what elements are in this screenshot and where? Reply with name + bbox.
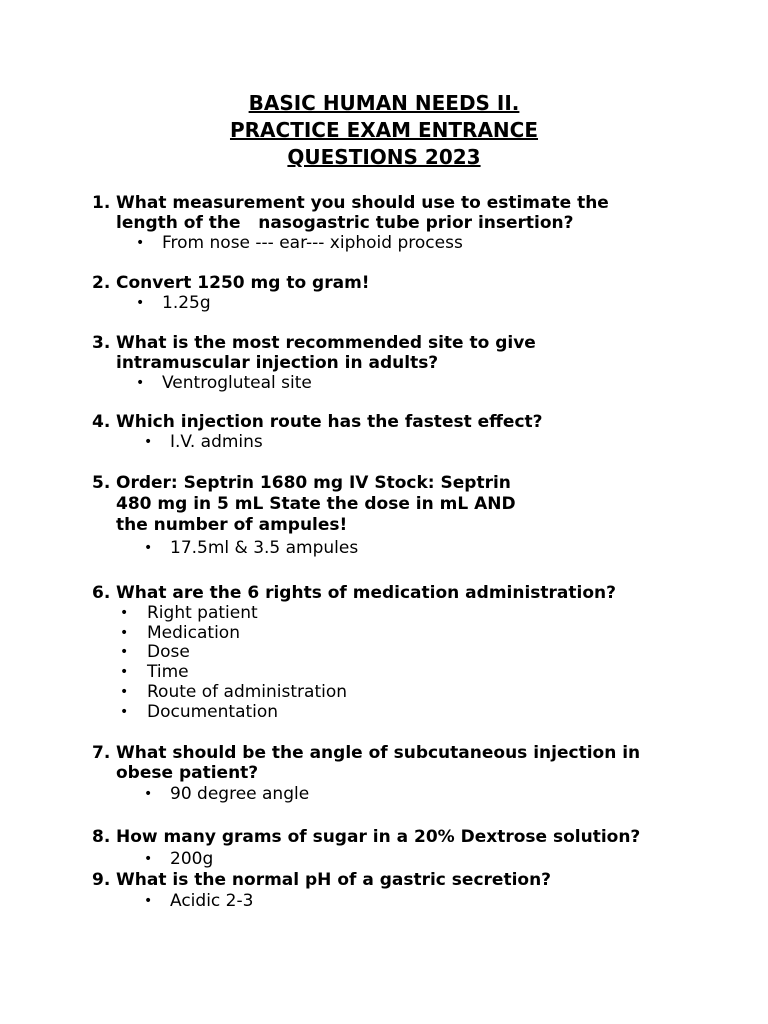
answer-item: 90 degree angle	[170, 784, 310, 804]
question-9	[92, 870, 692, 914]
bullet-icon: •	[144, 851, 153, 867]
question-number: 3.	[92, 333, 111, 353]
question-text-line: What are the 6 rights of medication administration?	[116, 583, 616, 603]
answer-item: From nose --- ear--- xiphoid process	[162, 233, 463, 253]
question-text-line: Convert 1250 mg to gram!	[116, 273, 370, 293]
question-8	[92, 827, 692, 871]
document-title	[0, 90, 768, 171]
answer-item: Acidic 2-3	[170, 891, 254, 911]
answer-item: 17.5ml & 3.5 ampules	[170, 538, 359, 558]
question-text-line: How many grams of sugar in a 20% Dextrose solution?	[116, 827, 641, 847]
question-3	[92, 333, 692, 397]
bullet-icon: •	[144, 540, 153, 556]
answer-item: Time	[147, 662, 189, 682]
question-text-line: What should be the angle of subcutaneous injection in	[116, 743, 641, 763]
bullet-icon: •	[120, 605, 129, 621]
bullet-icon: •	[120, 664, 129, 680]
question-text-line: intramuscular injection in adults?	[116, 353, 439, 373]
question-number: 8.	[92, 827, 111, 847]
answer-item: Right patient	[147, 603, 258, 623]
question-number: 5.	[92, 473, 111, 493]
answer-item: Documentation	[147, 702, 279, 722]
question-number: 7.	[92, 743, 111, 763]
question-1	[92, 193, 692, 257]
bullet-icon: •	[120, 644, 129, 660]
answer-item: Route of administration	[147, 682, 348, 702]
answer-item: 1.25g	[162, 293, 211, 313]
question-text-line: the number of ampules!	[116, 515, 348, 535]
bullet-icon: •	[136, 295, 145, 311]
question-text-line: obese patient?	[116, 763, 259, 783]
question-6	[92, 583, 692, 723]
question-text-line: What is the most recommended site to give	[116, 333, 536, 353]
bullet-icon: •	[120, 625, 129, 641]
question-text-line: Which injection route has the fastest effect?	[116, 412, 543, 432]
question-number: 6.	[92, 583, 111, 603]
question-4	[92, 412, 692, 456]
question-number: 2.	[92, 273, 111, 293]
question-text-line: What measurement you should use to estimate the	[116, 193, 609, 213]
title-line-1: BASIC HUMAN NEEDS II.	[248, 91, 520, 115]
title-line-3: QUESTIONS 2023	[287, 145, 481, 169]
question-7	[92, 743, 692, 809]
question-number: 1.	[92, 193, 111, 213]
question-5	[92, 473, 692, 563]
answer-item: Ventrogluteal site	[162, 373, 312, 393]
question-text-line: length of the nasogastric tube prior insertion?	[116, 213, 574, 233]
bullet-icon: •	[136, 235, 145, 251]
question-text-line: What is the normal pH of a gastric secretion?	[116, 870, 552, 890]
bullet-icon: •	[144, 893, 153, 909]
answer-item: 200g	[170, 849, 214, 869]
bullet-icon: •	[120, 684, 129, 700]
question-number: 9.	[92, 870, 111, 890]
answer-item: I.V. admins	[170, 432, 263, 452]
bullet-icon: •	[120, 704, 129, 720]
answer-item: Dose	[147, 642, 190, 662]
bullet-icon: •	[144, 434, 153, 450]
bullet-icon: •	[136, 375, 145, 391]
question-2	[92, 273, 692, 317]
bullet-icon: •	[144, 786, 153, 802]
question-text-line: Order: Septrin 1680 mg IV Stock: Septrin	[116, 473, 511, 493]
question-text-line: 480 mg in 5 mL State the dose in mL AND	[116, 494, 516, 514]
title-line-2: PRACTICE EXAM ENTRANCE	[229, 118, 539, 142]
answer-item: Medication	[147, 623, 240, 643]
question-number: 4.	[92, 412, 111, 432]
